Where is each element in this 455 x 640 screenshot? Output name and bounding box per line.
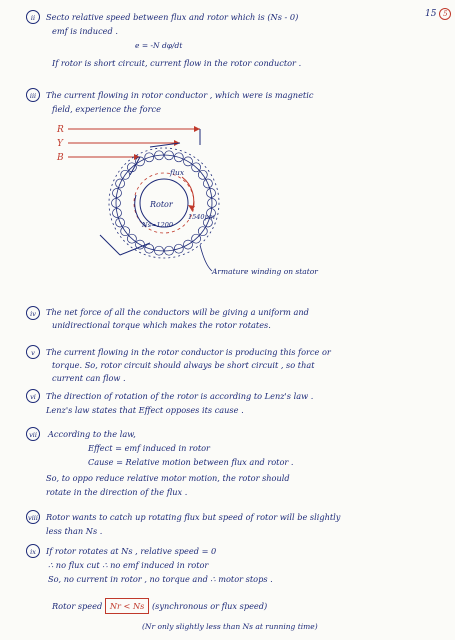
item-vii-line-1: According to the law, bbox=[48, 429, 136, 439]
item-number-vii: vii bbox=[26, 427, 40, 441]
item-vii-cause: Cause = Relative motion between flux and rotor . bbox=[88, 457, 294, 467]
item-ii-line-4: If rotor is short circuit, current flow in the rotor conductor . bbox=[52, 58, 302, 68]
item-v-line-3: current can flow . bbox=[52, 373, 126, 383]
item-vii-line-5: rotate in the direction of the flux . bbox=[46, 487, 188, 497]
emf-formula: e = -N dφ/dt bbox=[135, 41, 183, 50]
item-viii-line-2: less than Ns . bbox=[46, 526, 103, 536]
item-vii-line-4: So, to oppo reduce relative motor motion, the rotor should bbox=[46, 473, 290, 483]
induction-motor-diagram bbox=[0, 115, 455, 285]
rotor-label: Rotor bbox=[150, 200, 173, 209]
item-ii-line-2: emf is induced . bbox=[52, 26, 118, 36]
item-ix-line-3: So, no current in rotor , no torque and ∴ motor stops . bbox=[48, 574, 273, 584]
rotor-speed-label: Rotor speed bbox=[52, 601, 103, 611]
item-number-vi: vi bbox=[26, 389, 40, 403]
item-number-viii: viii bbox=[26, 510, 40, 524]
speed-label: 1540pm bbox=[188, 213, 215, 221]
item-iii-line-1: The current flowing in rotor conductor , which were is magnetic bbox=[46, 90, 314, 100]
item-iii-line-2: field, experience the force bbox=[52, 104, 161, 114]
rotor-speed-boxed: Nr < Ns bbox=[105, 598, 150, 614]
item-viii-line-1: Rotor wants to catch up rotating flux but speed of rotor will be slightly bbox=[46, 512, 341, 522]
item-ix-line-1: If rotor rotates at Ns , relative speed = 0 bbox=[46, 546, 217, 556]
phase-label-r: R bbox=[57, 125, 64, 135]
ns-label: Ns=1200 bbox=[142, 221, 174, 229]
item-number-v: v bbox=[26, 345, 40, 359]
page-number: 15 5 bbox=[425, 8, 451, 20]
item-v-line-1: The current flowing in the rotor conductor is producing this force or bbox=[46, 347, 331, 357]
rotor-speed-footnote: (Nr only slightly less than Ns at running time) bbox=[142, 622, 318, 631]
item-number-iii: iii bbox=[26, 88, 40, 102]
item-vi-line-2: Lenz's law states that Effect opposes its cause . bbox=[46, 405, 244, 415]
page-number-circle: 5 bbox=[439, 8, 451, 20]
phase-label-y: Y bbox=[57, 139, 63, 149]
item-v-line-2: torque. So, rotor circuit should always be short circuit , so that bbox=[52, 360, 315, 370]
flux-label: flux bbox=[170, 168, 185, 177]
rotor-speed-row bbox=[52, 601, 267, 611]
item-vii-effect: Effect = emf induced in rotor bbox=[88, 443, 210, 453]
item-number-ii: ii bbox=[26, 10, 40, 24]
item-iv-line-1: The net force of all the conductors will be giving a uniform and bbox=[46, 307, 309, 317]
stator-label: Armature winding on stator bbox=[212, 267, 318, 276]
rotor-speed-note: (synchronous or flux speed) bbox=[151, 601, 268, 611]
item-ix-line-2: ∴ no flux cut ∴ no emf induced in rotor bbox=[48, 560, 209, 570]
item-ii-line-1: Secto relative speed between flux and rotor which is (Ns - 0) bbox=[46, 12, 299, 22]
item-iv-line-2: unidirectional torque which makes the rotor rotates. bbox=[52, 320, 271, 330]
item-number-iv: iv bbox=[26, 306, 40, 320]
item-number-ix: ix bbox=[26, 544, 40, 558]
item-vi-line-1: The direction of rotation of the rotor is according to Lenz's law . bbox=[46, 391, 314, 401]
phase-label-b: B bbox=[57, 153, 64, 163]
